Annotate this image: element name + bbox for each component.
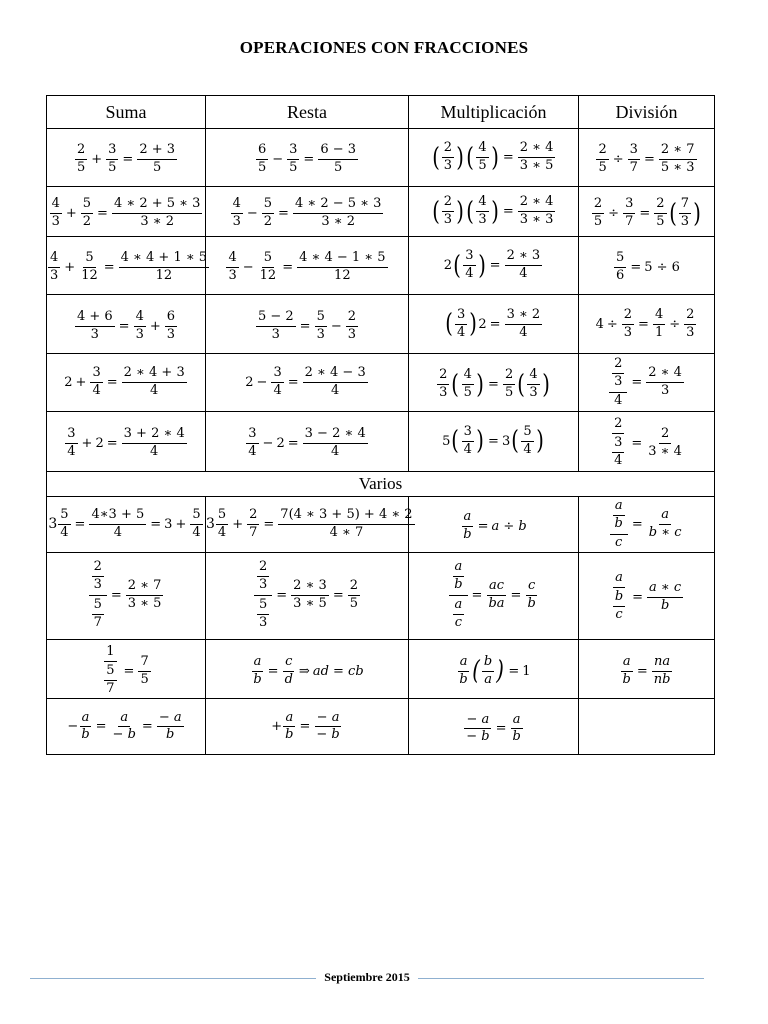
formula-cell: $\frac{\frac{2}{3}}{\frac{5}{7}}$ = $\frac{2 ∗ 7}{3 ∗ 5}$ xyxy=(47,552,206,639)
formula-cell: $\frac{a}{\frac{b}{c}}$ = $\frac{a ∗ c}{b}$ xyxy=(579,552,715,639)
table-row xyxy=(47,639,715,699)
formula-cell: $\frac{- a}{- b}$ = $\frac{a}{b}$ xyxy=(409,699,579,755)
formula-cell: 2 5 + $\frac{3}{5}$ = $\frac{2 + 3}{5}$ xyxy=(47,129,206,187)
formula-cell: 4 3 + $\frac{5}{12}$ = $\frac{4 ∗ 4 + 1 ∗ 5}{12}$ xyxy=(47,237,206,295)
formula-cell: $\frac{5 - 2}{3}$ = $\frac{5}{3}$ − $\frac{2}{3}$ xyxy=(206,295,409,354)
formula-cell: $\frac{\frac{a}{b}}{c}$ = $\frac{a}{b ∗ c}$ xyxy=(579,496,715,552)
formula-cell: 2 ( 3 4 ) = $\frac{2 ∗ 3}{4}$ xyxy=(409,237,579,295)
formula-cell: $\frac{2}{5}$ ÷ $\frac{3}{7}$ = $\frac{2}{5}$ ( 7 3 ) xyxy=(579,187,715,237)
formula-cell: + $\frac{a}{b}$ = $\frac{- a}{- b}$ xyxy=(206,699,409,755)
header-row xyxy=(47,96,715,129)
formula-cell: 4 3 − $\frac{5}{2}$ = $\frac{4 ∗ 2 - 5 ∗ 3}{3 ∗ 2}$ xyxy=(206,187,409,237)
formula-cell: $\frac{5}{6}$ = 5 ÷ 6 xyxy=(579,237,715,295)
formula-cell: $\frac{\frac{2}{3}}{4}$ = $\frac{2 ∗ 4}{3}$ xyxy=(579,354,715,412)
section-row xyxy=(47,471,715,496)
formula-cell: 2 − $\frac{3}{4}$ = $\frac{2 ∗ 4 - 3}{4}$ xyxy=(206,354,409,412)
header-division: División xyxy=(579,96,715,129)
formula-cell: ( 3 4 ) 2 = $\frac{3 ∗ 2}{4}$ xyxy=(409,295,579,354)
formula-cell: 2 + $\frac{3}{4}$ = $\frac{2 ∗ 4 + 3}{4}$ xyxy=(47,354,206,412)
formula-cell: 6 5 − $\frac{3}{5}$ = $\frac{6 - 3}{5}$ xyxy=(206,129,409,187)
formula-cell: a b ( b a ) = 1 xyxy=(409,639,579,699)
formula-cell: $\frac{a}{b}$ = $\frac{c}{d}$ ⇒ ad = cb xyxy=(206,639,409,699)
table-row xyxy=(47,552,715,639)
formula-cell: 3 4 − 2 = $\frac{3 - 2 ∗ 4}{4}$ xyxy=(206,412,409,472)
formula-cell: $\frac{\frac{a}{b}}{\frac{a}{c}}$ = $\frac{ac}{ba}$ = $\frac{c}{b}$ xyxy=(409,552,579,639)
formula-cell: 4 3 − $\frac{5}{12}$ = $\frac{4 ∗ 4 - 1 ∗ 5}{12}$ xyxy=(206,237,409,295)
footer xyxy=(30,968,704,988)
formula-cell: 3 $\frac{5}{4}$ = $\frac{4∗3 + 5}{4}$ = 3 + $\frac{5}{4}$ xyxy=(47,496,206,552)
formula-cell: $\frac{a}{b}$ = $\frac{na}{nb}$ xyxy=(579,639,715,699)
footer-date: Septiembre 2015 xyxy=(316,970,417,984)
fractions-table xyxy=(46,95,715,755)
formula-cell: 3 4 + 2 = $\frac{3 + 2 ∗ 4}{4}$ xyxy=(47,412,206,472)
formula-cell: 2 3 ( 4 5 ) = $\frac{2}{5}$ ( 4 3 ) xyxy=(409,354,579,412)
formula-cell: 4 ÷ $\frac{2}{3}$ = $\frac{4}{1}$ ÷ $\frac{2}{3}$ xyxy=(579,295,715,354)
formula-cell: 3 5 4 + $\frac{2}{7}$ = $\frac{7(4 ∗ 3 + 5) + 4 ∗ 2}{4 ∗ 7}$ xyxy=(206,496,409,552)
formula-cell: $\frac{4 + 6}{3}$ = $\frac{4}{3}$ + $\frac{6}{3}$ xyxy=(47,295,206,354)
header-resta: Resta xyxy=(206,96,409,129)
table-row xyxy=(47,187,715,237)
formula-cell: $\frac{a}{b}$ = a ÷ b xyxy=(409,496,579,552)
formula-cell: − $\frac{a}{b}$ = $\frac{a}{- b}$ = $\frac{- a}{b}$ xyxy=(47,699,206,755)
table-row xyxy=(47,237,715,295)
formula-cell: $\frac{1}{\frac{5}{7}}$ = $\frac{7}{5}$ xyxy=(47,639,206,699)
section-label: Varios xyxy=(47,471,715,496)
header-multiplicacion: Multiplicación xyxy=(409,96,579,129)
header-suma: Suma xyxy=(47,96,206,129)
empty-cell xyxy=(579,699,715,755)
formula-cell: $\frac{2}{\frac{3}{4}}$ = $\frac{2}{3 ∗ 4}$ xyxy=(579,412,715,472)
formula-cell: $\frac{\frac{2}{3}}{\frac{5}{3}}$ = $\frac{2 ∗ 3}{3 ∗ 5}$ = $\frac{2}{5}$ xyxy=(206,552,409,639)
page-title: OPERACIONES CON FRACCIONES xyxy=(239,38,529,57)
table-row xyxy=(47,699,715,755)
formula-cell: ( 2 3 ) ( 4 5 ) = $\frac{2 ∗ 4}{3 ∗ 5}$ xyxy=(409,129,579,187)
formula-cell: 4 3 + $\frac{5}{2}$ = $\frac{4 ∗ 2 + 5 ∗ 3}{3 ∗ 2}$ xyxy=(47,187,206,237)
formula-cell: 5 ( 3 4 ) = 3 ( 5 4 ) xyxy=(409,412,579,472)
formula-cell: ( 2 3 ) ( 4 3 ) = $\frac{2 ∗ 4}{3 ∗ 3}$ xyxy=(409,187,579,237)
table-row xyxy=(47,412,715,472)
table-row xyxy=(47,129,715,187)
table-row xyxy=(47,354,715,412)
table-row xyxy=(47,295,715,354)
table-row xyxy=(47,496,715,552)
formula-cell: $\frac{2}{5}$ ÷ $\frac{3}{7}$ = $\frac{2 ∗ 7}{5 ∗ 3}$ xyxy=(579,129,715,187)
